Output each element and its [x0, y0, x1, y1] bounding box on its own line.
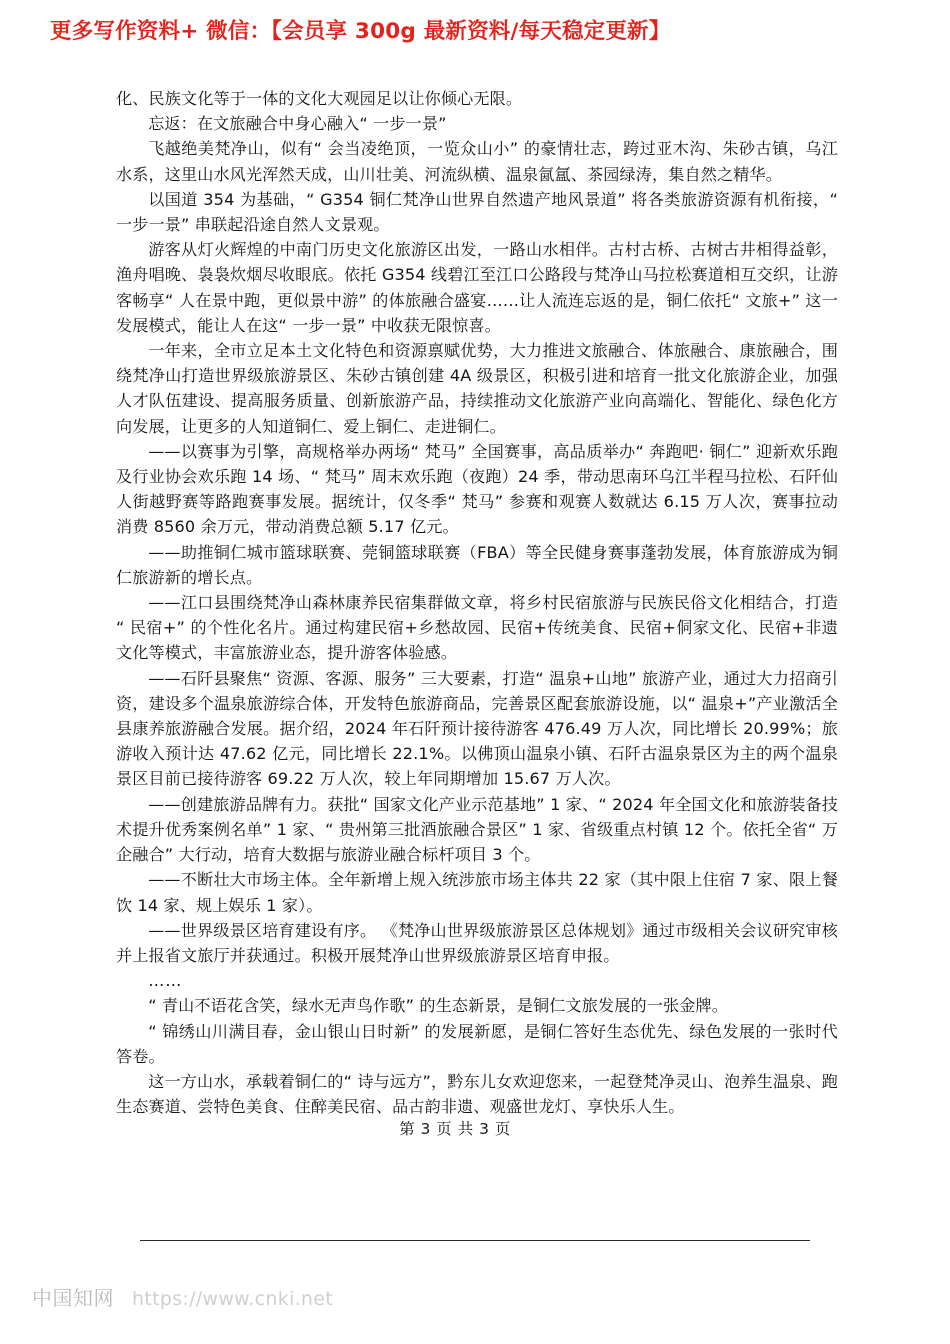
paragraph-p-market-entities: ——不断壮大市场主体。全年新增上规入统涉旅市场主体共 22 家（其中限上住宿 7 家、限上餐饮 14 家、规上娱乐 1 家）。: [116, 870, 838, 915]
paragraph-p-events-engine: ——以赛事为引擎，高规格举办两场“ 梵马” 全国赛事，高品质举办“ 奔跑吧· 铜仁” 迎新欢乐跑及行业协会欢乐跑 14 场、“ 梵马” 周末欢乐跑（夜跑）24 季，带动思南环乌江半程马拉松、石阡仙人街越野赛等路跑赛事发展。据统计，仅冬季“ 梵马” 参赛和观赛人数就达 6.15 万人次，赛事拉动消费 8560 余万元，带动消费总额 5.17 亿元。: [116, 441, 838, 537]
paragraph-p-g354-scenic-road: 以国道 354 为基础，“ G354 铜仁梵净山世界自然遗产地风景道” 将各类旅游资源有机衔接，“ 一步一景” 串联起沿途自然人文景观。: [116, 189, 838, 235]
cnki-url-label: https://www.cnki.net: [132, 1288, 334, 1310]
page-number-footer: [0, 1117, 950, 1139]
paragraph-p-closing-invitation: 这一方山水，承载着铜仁的“ 诗与远方”，黔东儿女欢迎您来，一起登梵净灵山、泡养生温泉、跑生态赛道、尝特色美食、住醉美民宿、品古韵非遗、观盛世龙灯、享快乐人生。: [116, 1071, 838, 1117]
cnki-watermark: [32, 1282, 333, 1311]
paragraph-p-ellipsis: ……: [148, 971, 183, 991]
paragraph-p-basketball-league: ——助推铜仁城市篮球联赛、莞铜篮球联赛（FBA）等全民健身赛事蓬勃发展，体育旅游成为铜仁旅游新的增长点。: [116, 542, 838, 587]
paragraph-p-culture-park: 化、民族文化等于一体的文化大观园足以让你倾心无限。: [116, 89, 523, 108]
paragraph-p-jiangkou-homestay: ——江口县围绕梵净山森林康养民宿集群做文章，将乡村民宿旅游与民族民俗文化相结合，打造“ 民宿+” 的个性化名片。通过构建民宿+乡愁故园、民宿+传统美食、民宿+侗家文化、民宿+非遗文化等模式，丰富旅游业态，提升游客体验感。: [116, 593, 838, 663]
cnki-brand-label: 中国知网: [32, 1286, 114, 1310]
paragraph-p-world-class-scenic: ——世界级景区培育建设有序。 《梵净山世界级旅游景区总体规划》通过市级相关会议研究审核并上报省文旅厅并获通过。积极开展梵净山世界级旅游景区培育申报。: [116, 920, 838, 965]
paragraph-p-tourism-brand: ——创建旅游品牌有力。获批“ 国家文化产业示范基地” 1 家、“ 2024 年全国文化和旅游装备技术提升优秀案例名单” 1 家、“ 贵州第三批酒旅融合景区” 1 家、省级重点村镇 12 个。依托全省“ 万企融合” 大行动，培育大数据与旅游业融合标杆项目 3 个。: [116, 794, 838, 865]
promo-header-banner: [50, 14, 910, 50]
paragraph-p-shiqian-hotspring: ——石阡县聚焦“ 资源、客源、服务” 三大要素，打造“ 温泉+山地” 旅游产业，通过大力招商引资，建设多个温泉旅游综合体，开发特色旅游商品，完善景区配套旅游设施，以“ 温泉+”产业激活全县康养旅游融合发展。据介绍，2024 年石阡预计接待游客 476.49 万人次，同比增长 20.99%；旅游收入预计达 47.62 亿元，同比增长 22.1%。以佛顶山温泉小镇、石阡古温泉景区为主的两个温泉景区目前已接待游客 69.22 万人次，较上年同期增加 15.67 万人次。: [116, 668, 838, 789]
paragraph-p-tourist-journey: 游客从灯火辉煌的中南门历史文化旅游区出发，一路山水相伴。古村古桥、古树古井相得益彰，渔舟唱晚、袅袅炊烟尽收眼底。依托 G354 线碧江至江口公路段与梵净山马拉松赛道相互交织，让游客畅享“ 人在景中跑，更似景中游” 的体旅融合盛宴……让人流连忘返的是，铜仁依托“ 文旅+” 这一发展模式，能让人在这“ 一步一景” 中收获无限惊喜。: [116, 240, 838, 335]
promo-header-text: 更多写作资料+ 微信：【会员享 300g 最新资料/每天稳定更新】: [50, 19, 671, 45]
page-number-text: 第 3 页 共 3 页: [399, 1120, 511, 1138]
paragraph-p-wangfan-heading: 忘返：在文旅融合中身心融入“ 一步一景”: [148, 114, 447, 134]
paragraph-p-fanjingshan-flight: 飞越绝美梵净山，似有“ 会当凌绝顶，一览众山小” 的豪情壮志，跨过亚木沟、朱砂古镇，乌江水系，这里山水风光浑然天成，山川壮美、河流纵横、温泉氤氲、茶园绿涛，集自然之精华。: [116, 139, 838, 184]
paragraph-p-green-mountain-quote: “ 青山不语花含笑，绿水无声鸟作歌” 的生态新景，是铜仁文旅发展的一张金牌。: [148, 996, 728, 1016]
paragraph-p-brocade-mountain-quote: “ 锦绣山川满目春，金山银山日时新” 的发展新愿，是铜仁答好生态优先、绿色发展的一张时代答卷。: [116, 1021, 838, 1066]
document-body: [116, 86, 838, 1119]
bottom-separator-rule: [140, 1240, 810, 1241]
paragraph-p-one-year-summary: 一年来，全市立足本土文化特色和资源禀赋优势，大力推进文旅融合、体旅融合、康旅融合，围绕梵净山打造世界级旅游景区、朱砂古镇创建 4A 级景区，积极引进和培育一批文化旅游企业，加强人才队伍建设、提高服务质量、创新旅游产品，持续推动文化旅游产业向高端化、智能化、绿色化方向发展，让更多的人知道铜仁、爱上铜仁、走进铜仁。: [116, 341, 838, 436]
